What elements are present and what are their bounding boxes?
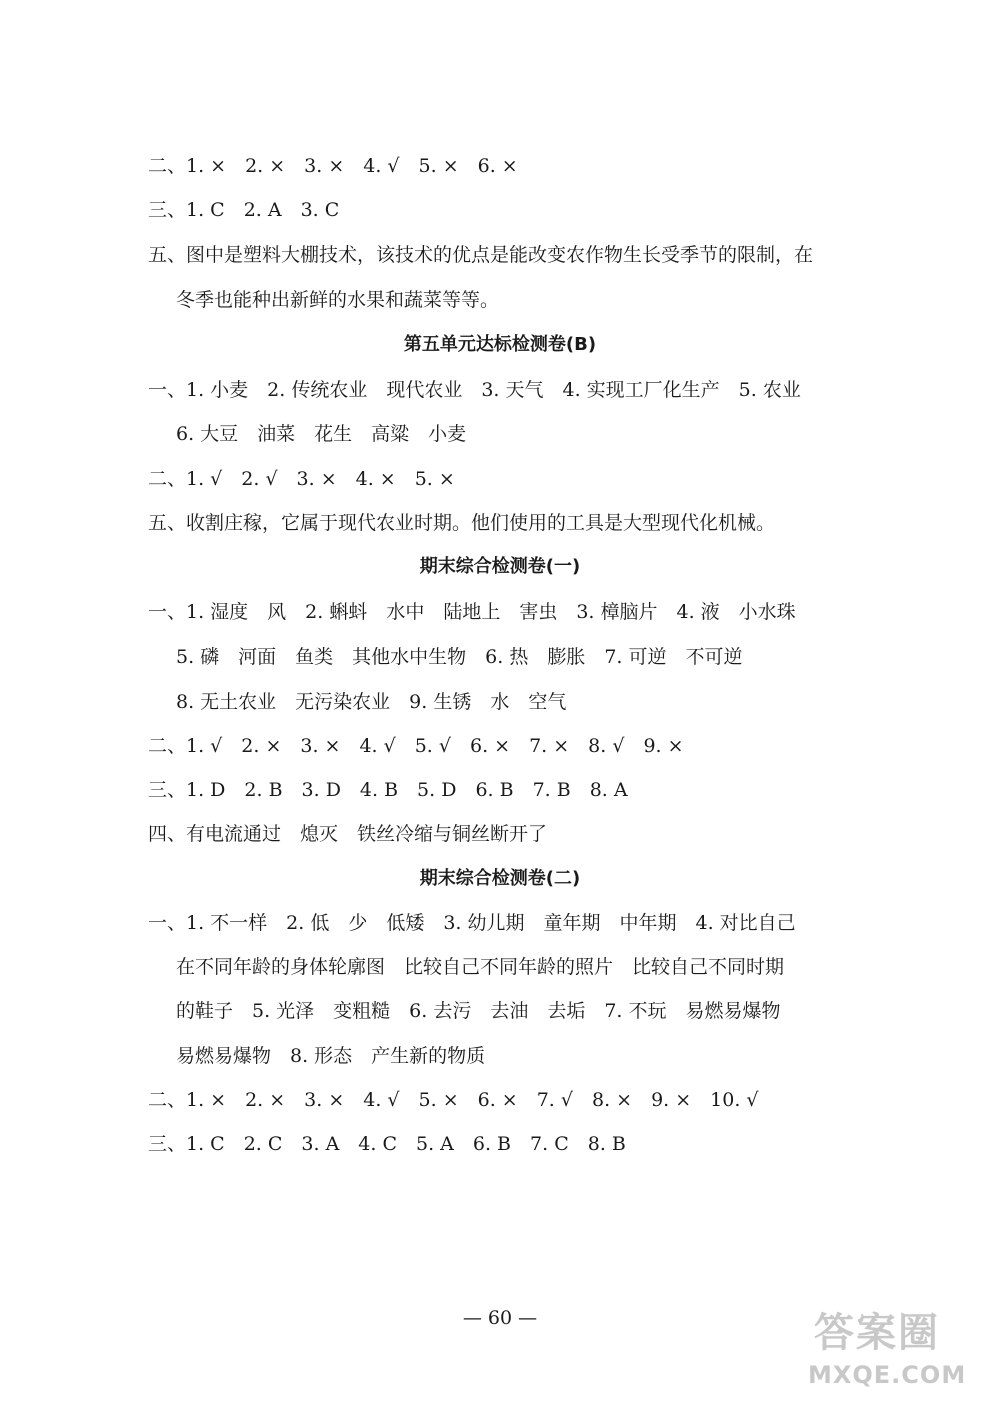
answer-line: 二、1. √ 2. √ 3. × 4. × 5. × [148,468,455,490]
answer-line: 二、1. √ 2. × 3. × 4. √ 5. √ 6. × 7. × 8. √ 9. × [148,735,684,757]
section-heading: 期末综合检测卷(一) [419,556,581,577]
answer-line: 五、图中是塑料大棚技术，该技术的优点是能改变农作物生长受季节的限制，在 [148,244,814,266]
section-heading: 第五单元达标检测卷(B) [403,334,597,355]
page-number: — 60 — [462,1307,538,1329]
answer-line: 三、1. C 2. A 3. C [148,199,340,221]
answer-line: 二、1. × 2. × 3. × 4. √ 5. × 6. × 7. √ 8. × 9. × 10. √ [148,1089,759,1111]
answer-line: 三、1. D 2. B 3. D 4. B 5. D 6. B 7. B 8. A [148,779,628,801]
answer-line: 8. 无土农业 无污染农业 9. 生锈 水 空气 [176,691,567,713]
answer-line: 一、1. 小麦 2. 传统农业 现代农业 3. 天气 4. 实现工厂化生产 5. 农业 [148,379,801,401]
answer-line: 5. 磷 河面 鱼类 其他水中生物 6. 热 膨胀 7. 可逆 不可逆 [176,646,743,668]
answer-line: 冬季也能种出新鲜的水果和蔬菜等等。 [176,289,500,311]
watermark-logo [794,1297,984,1397]
answer-line: 一、1. 湿度 风 2. 蝌蚪 水中 陆地上 害虫 3. 樟脑片 4. 液 小水珠 [148,601,796,623]
watermark-url: MXQE.COM [808,1361,967,1389]
watermark-text: 答案圈 [814,1310,940,1356]
answer-line: 五、收割庄稼，它属于现代农业时期。他们使用的工具是大型现代化机械。 [148,512,776,534]
answer-line: 易燃易爆物 8. 形态 产生新的物质 [176,1045,486,1067]
answer-line: 的鞋子 5. 光泽 变粗糙 6. 去污 去油 去垢 7. 不玩 易燃易爆物 [176,1000,781,1022]
answer-line: 三、1. C 2. C 3. A 4. C 5. A 6. B 7. C 8. B [148,1133,626,1155]
answer-line: 在不同年龄的身体轮廓图 比较自己不同年龄的照片 比较自己不同时期 [176,956,785,978]
answer-line: 二、1. × 2. × 3. × 4. √ 5. × 6. × [148,155,518,177]
section-heading: 期末综合检测卷(二) [419,868,581,889]
answer-line: 6. 大豆 油菜 花生 高粱 小麦 [176,423,467,445]
answer-line: 一、1. 不一样 2. 低 少 低矮 3. 幼儿期 童年期 中年期 4. 对比自己 [148,912,796,934]
answer-line: 四、有电流通过 熄灭 铁丝冷缩与铜丝断开了 [148,823,548,845]
